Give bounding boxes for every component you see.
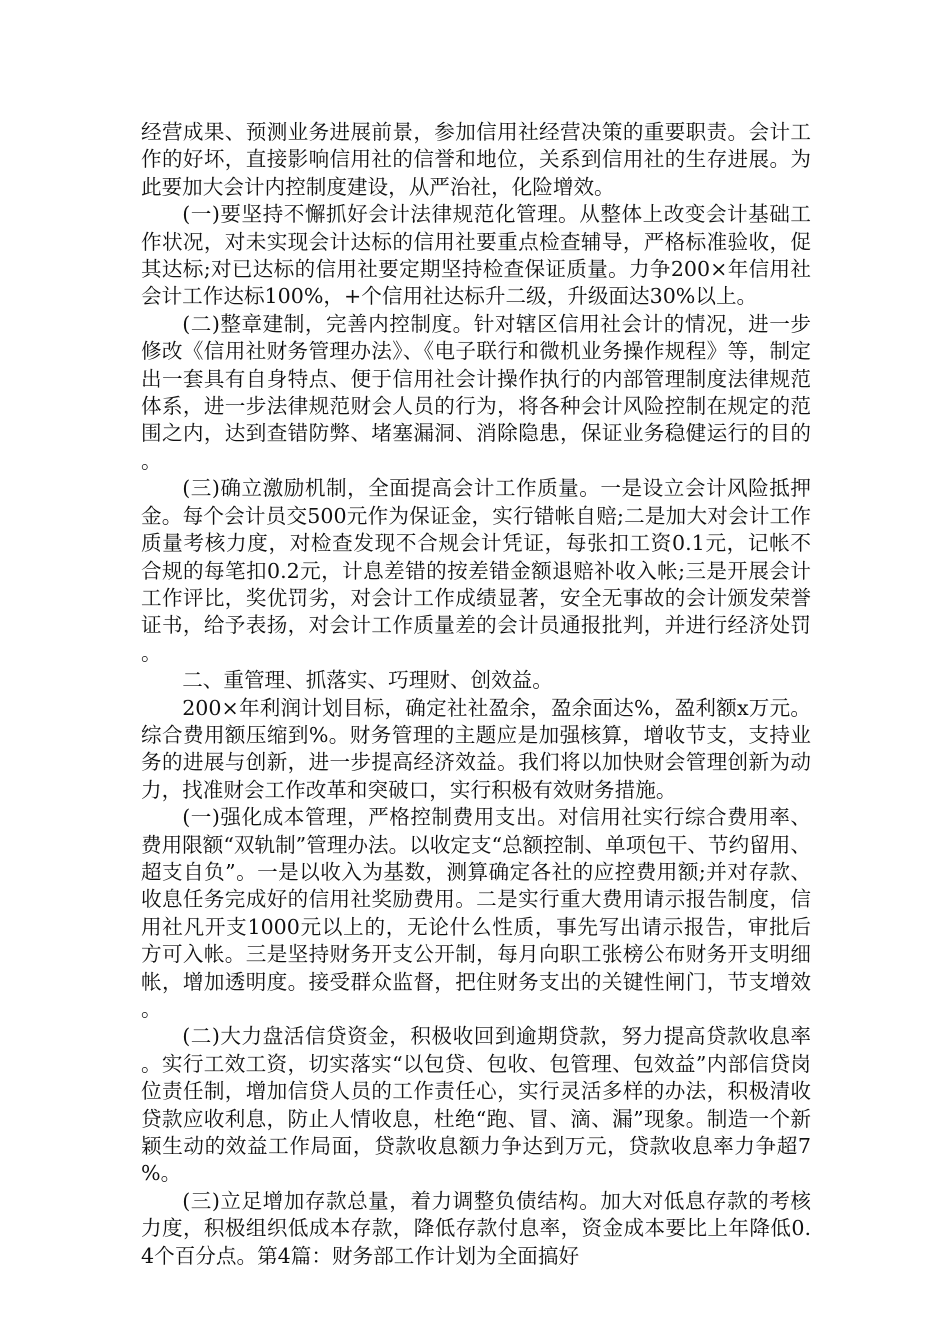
paragraph-credit-funds: (二)大力盘活信贷资金，积极收回到逾期贷款，努力提高贷款收息率。实行工效工资，切实落实“以包贷、包收、包管理、包效益”内部信贷岗位责任制，增加信贷人员的工作责任心，实行灵活多样的办法，积极清收贷款应收利息，防止人情收息，杜绝“跑、冒、滴、漏”现象。制造一个新颖生动的效益工作局面，贷款收息额力争达到万元，贷款收息率力争超7%。 <box>141 1024 811 1186</box>
document-body <box>141 119 811 1270</box>
paragraph-intro: 经营成果、预测业务进展前景，参加信用社经营决策的重要职责。会计工作的好坏，直接影响信用社的信誉和地位，关系到信用社的生存进展。为此要加大会计内控制度建设，从严治社，化险增效。 <box>141 120 811 199</box>
paragraph-cost-management: (一)强化成本管理，严格控制费用支出。对信用社实行综合费用率、费用限额“双轨制”管理办法。以收定支“总额控制、单项包干、节约留用、超支自负”。一是以收入为基数，测算确定各社的应控费用额;并对存款、收息任务完成好的信用社奖励费用。二是实行重大费用请示报告制度，信用社凡开支1000元以上的，无论什么性质，事先写出请示报告，审批后方可入帐。三是坚持财务开支公开制，每月向职工张榜公布财务开支明细帐，增加透明度。接受群众监督，把住财务支出的关键性闸门，节支增效。 <box>141 805 811 1021</box>
paragraph-profit-target: 200×年利润计划目标，确定社社盈余，盈余面达%，盈利额x万元。综合费用额压缩到%。财务管理的主题应是加强核算，增收节支，支持业务的进展与创新，进一步提高经济效益。我们将以加快财会管理创新为动力，找准财会工作改革和突破口，实行积极有效财务措施。 <box>141 695 811 802</box>
paragraph-accounting-standardization: (一)要坚持不懈抓好会计法律规范化管理。从整体上改变会计基础工作状况，对未实现会计达标的信用社要重点检查辅导，严格标准验收，促其达标;对已达标的信用社要定期坚持检查保证质量。力争200×年信用社会计工作达标100%，+个信用社达标升二级，升级面达30%以上。 <box>141 202 811 309</box>
paragraph-incentive-mechanism: (三)确立激励机制，全面提高会计工作质量。一是设立会计风险抵押金。每个会计员交500元作为保证金，实行错帐自赔;二是加大对会计工作质量考核力度，对检查发现不合规会计凭证，每张扣工资0.1元，记帐不合规的每笔扣0.2元，计息差错的按差错金额退赔补收入帐;三是开展会计工作评比，奖优罚劣，对会计工作成绩显著，安全无事故的会计颁发荣誉证书，给予表扬，对会计工作质量差的会计员通报批判，并进行经济处罚。 <box>141 476 811 665</box>
paragraph-deposit-structure: (三)立足增加存款总量，着力调整负债结构。加大对低息存款的考核力度，积极组织低成本存款，降低存款付息率，资金成本要比上年降低0.4个百分点。第4篇：财务部工作计划为全面搞好 <box>141 1188 811 1268</box>
section-heading-management: 二、重管理、抓落实、巧理财、创效益。 <box>182 668 553 693</box>
paragraph-internal-control: (二)整章建制，完善内控制度。针对辖区信用社会计的情况，进一步修改《信用社财务管理办法》、《电子联行和微机业务操作规程》等，制定出一套具有自身特点、便于信用社会计操作执行的内部管理制度法律规范体系，进一步法律规范财会人员的行为，将各种会计风险控制在规定的范围之内，达到查错防弊、堵塞漏洞、消除隐患，保证业务稳健运行的目的。 <box>141 311 811 473</box>
